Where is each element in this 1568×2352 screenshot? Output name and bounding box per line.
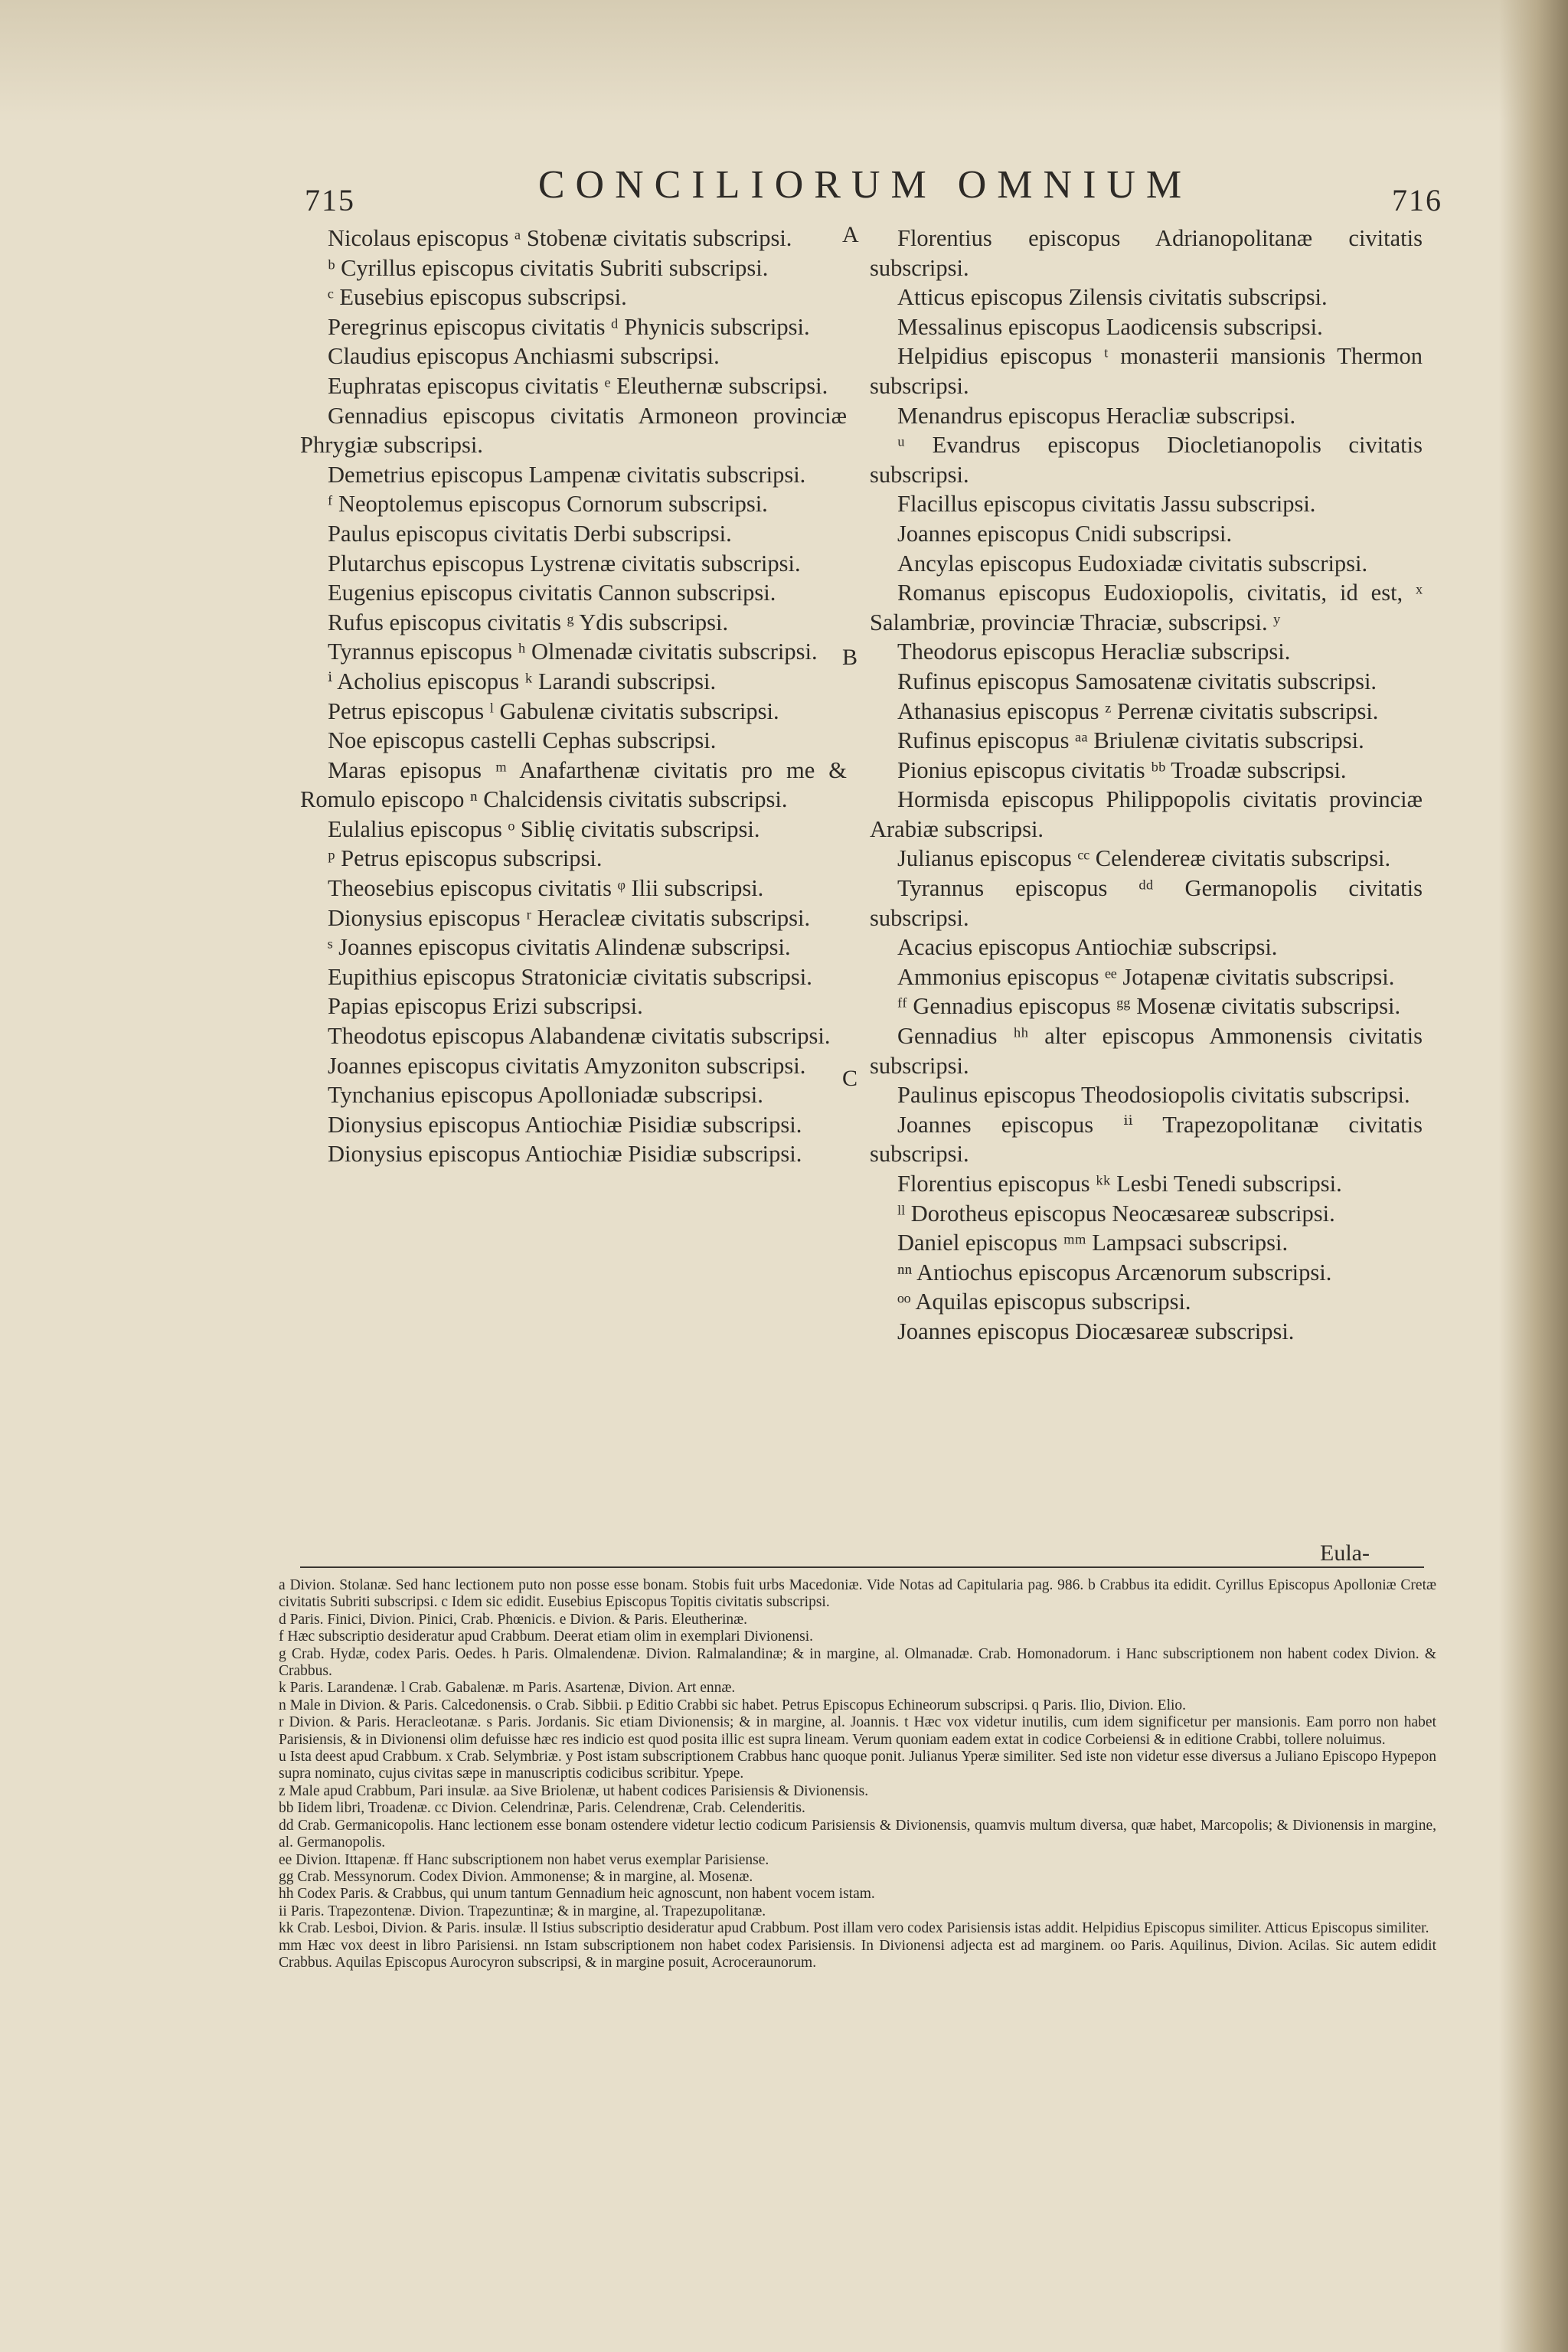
- footnote-line: n Male in Divion. & Paris. Calcedonensis. o Crab. Sibbii. p Editio Crabbi sic habet. Petrus Episcopus Echineorum subscripsi. q Paris. Ilio, Divion. Elio.: [279, 1697, 1187, 1713]
- subscription-entry: Gennadius episcopus civitatis Armoneon provinciæ Phrygiæ subscripsi.: [300, 402, 847, 459]
- subscription-entry: Petrus episcopus ˡ Gabulenæ civitatis subscripsi.: [328, 697, 779, 724]
- footnotes-block: [279, 1577, 1436, 1971]
- subscription-entry: Athanasius episcopus ᶻ Perrenæ civitatis subscripsi.: [897, 697, 1379, 724]
- subscription-entry: Ammonius episcopus ᵉᵉ Jotapenæ civitatis subscripsi.: [897, 963, 1395, 990]
- subscription-entry: Peregrinus episcopus civitatis ᵈ Phynicis subscripsi.: [328, 313, 810, 340]
- subscription-entry: ⁱ Acholius episcopus ᵏ Larandi subscripsi.: [328, 668, 717, 694]
- footnote-line: k Paris. Larandenæ. l Crab. Gabalenæ. m Paris. Asartenæ, Divion. Art ennæ.: [279, 1680, 736, 1697]
- page-edge-shadow: [1499, 0, 1568, 2352]
- subscription-entry: Maras episopus ᵐ Anafarthenæ civitatis pro me & Romulo episcopo ⁿ Chalcidensis civitatis subscripsi.: [300, 756, 847, 813]
- subscription-entry: ᶠᶠ Gennadius episcopus ᵍᵍ Mosenæ civitatis subscripsi.: [897, 993, 1401, 1020]
- subscription-entry: ˡˡ Dorotheus episcopus Neocæsareæ subscripsi.: [897, 1200, 1335, 1227]
- subscription-entry: Helpidius episcopus ᵗ monasterii mansionis Thermon subscripsi.: [870, 343, 1423, 399]
- margin-letter-c: C: [842, 1066, 858, 1091]
- subscription-entry: Daniel episcopus ᵐᵐ Lampsaci subscripsi.: [897, 1230, 1289, 1256]
- subscription-entry: ᵖ Petrus episcopus subscripsi.: [328, 845, 603, 872]
- subscription-entry: Hormisda episcopus Philippopolis civitatis provinciæ Arabiæ subscripsi.: [870, 786, 1423, 842]
- subscription-entry: Tyrannus episcopus ᵈᵈ Germanopolis civitatis subscripsi.: [870, 875, 1423, 931]
- footnote-line: mm Hæc vox deest in libro Parisiensi. nn Istam subscriptionem non habet codex Parisiensis. In Divionensi adjecta est ad marginem. oo Paris. Aquilinus, Divion. Acilas. Sic autem edidit Crabbus. Aquilas Episcopus Aurocyron subscripsi, & in margine posuit, Acroceraunorum.: [279, 1937, 1436, 1971]
- subscription-entry: Tyrannus episcopus ʰ Olmenadæ civitatis subscripsi.: [328, 639, 818, 665]
- footnote-line: kk Crab. Lesboi, Divion. & Paris. insulæ. ll Istius subscriptio desideratur apud Crabbum. Post illam vero codex Parisiensis istas addit. Helpidius Episcopus similiter. Atticus Episcopus similiter.: [279, 1920, 1429, 1937]
- subscription-entry: Dionysius episcopus Antiochiæ Pisidiæ subscripsi.: [328, 1141, 802, 1168]
- subscription-entry: Theodotus episcopus Alabandenæ civitatis subscripsi.: [328, 1023, 831, 1050]
- subscription-entry: Gennadius ʰʰ alter episcopus Ammonensis civitatis subscripsi.: [870, 1023, 1423, 1079]
- subscription-entry: Menandrus episcopus Heracliæ subscripsi.: [897, 402, 1296, 429]
- subscription-entry: ˢ Joannes episcopus civitatis Alindenæ subscripsi.: [328, 934, 791, 961]
- footnote-line: a Divion. Stolanæ. Sed hanc lectionem puto non posse esse bonam. Stobis fuit urbs Macedoniæ. Vide Notas ad Capitularia pag. 986. b Crabbus ita edidit. Cyrillus Episcopus Apolloniæ Cretæ civitatis Subriti subscripsi. c Idem sic edidit. Eusebius Episcopus Topitis civitatis subscripsi.: [279, 1577, 1436, 1611]
- right-page-number: 716: [1392, 183, 1442, 217]
- subscription-entry: Romanus episcopus Eudoxiopolis, civitatis, id est, ˣ Salambriæ, provinciæ Thraciæ, subscripsi. ʸ: [870, 580, 1423, 635]
- subscription-entry: Rufinus episcopus Samosatenæ civitatis subscripsi.: [897, 668, 1377, 694]
- footnote-line: ii Paris. Trapezontenæ. Divion. Trapezuntinæ; & in margine, al. Trapezupolitanæ.: [279, 1903, 766, 1919]
- subscription-entry: Eulalius episcopus ᵒ Siblię civitatis subscripsi.: [328, 815, 760, 842]
- footnote-line: dd Crab. Germanicopolis. Hanc lectionem esse bonam ostendere videtur lectio codicum Parisiensis & Divionensis, quamvis multum diversa, quæ habet, Marcopolis; & Divionensis in margine, al. Germanopolis.: [279, 1817, 1436, 1851]
- footnote-line: bb Iidem libri, Troadenæ. cc Divion. Celendrinæ, Paris. Celendrenæ, Crab. Celenderitis.: [279, 1800, 805, 1817]
- subscription-entry: Joannes episcopus civitatis Amyzoniton subscripsi.: [328, 1052, 806, 1079]
- continuation-word: Eula-: [1320, 1540, 1370, 1566]
- subscription-entry: Theodorus episcopus Heracliæ subscripsi.: [897, 639, 1291, 665]
- subscription-entry: Plutarchus episcopus Lystrenæ civitatis subscripsi.: [328, 550, 801, 577]
- running-head-title: CONCILIORUM OMNIUM: [537, 163, 1193, 207]
- subscription-entry: Papias episcopus Erizi subscripsi.: [328, 993, 643, 1020]
- footnote-line: hh Codex Paris. & Crabbus, qui unum tantum Gennadium heic agnoscunt, non habent vocem istam.: [279, 1886, 875, 1903]
- subscription-entry: ᵘ Evandrus episcopus Diocletianopolis civitatis subscripsi.: [870, 432, 1423, 488]
- left-page-number: 715: [305, 183, 355, 217]
- subscription-entry: Atticus episcopus Zilensis civitatis subscripsi.: [897, 284, 1328, 311]
- subscription-entry: Joannes episcopus Diocæsareæ subscripsi.: [897, 1318, 1295, 1344]
- subscription-entry: Rufus episcopus civitatis ᵍ Ydis subscripsi.: [328, 609, 729, 635]
- subscription-entry: Euphratas episcopus civitatis ᵉ Eleuthernæ subscripsi.: [328, 372, 828, 399]
- left-text-column: [300, 224, 847, 1169]
- subscription-entry: Pionius episcopus civitatis ᵇᵇ Troadæ subscripsi.: [897, 756, 1347, 783]
- subscription-entry: Florentius episcopus Adrianopolitanæ civitatis subscripsi.: [870, 225, 1423, 281]
- subscription-entry: ᵒᵒ Aquilas episcopus subscripsi.: [897, 1289, 1191, 1315]
- footnote-line: f Hæc subscriptio desideratur apud Crabbum. Deerat etiam olim in exemplari Divionensi.: [279, 1628, 814, 1645]
- right-text-column: [870, 224, 1423, 1347]
- footnote-line: d Paris. Finici, Divion. Pinici, Crab. Phœnicis. e Divion. & Paris. Eleutherinæ.: [279, 1611, 748, 1628]
- page-top-shadow: [0, 0, 1568, 122]
- subscription-entry: ᶠ Neoptolemus episcopus Cornorum subscripsi.: [328, 491, 768, 518]
- subscription-entry: Eupithius episcopus Stratoniciæ civitatis subscripsi.: [328, 963, 812, 990]
- subscription-entry: Messalinus episcopus Laodicensis subscripsi.: [897, 313, 1323, 340]
- subscription-entry: Flacillus episcopus civitatis Jassu subscripsi.: [897, 491, 1316, 518]
- subscription-entry: Acacius episcopus Antiochiæ subscripsi.: [897, 934, 1278, 961]
- subscription-entry: Eugenius episcopus civitatis Cannon subscripsi.: [328, 580, 776, 606]
- subscription-entry: Julianus episcopus ᶜᶜ Celendereæ civitatis subscripsi.: [897, 845, 1391, 872]
- margin-letter-a: A: [842, 222, 859, 247]
- subscription-entry: ᵇ Cyrillus episcopus civitatis Subriti subscripsi.: [328, 254, 769, 281]
- subscription-entry: Rufinus episcopus ᵃᵃ Briulenæ civitatis subscripsi.: [897, 727, 1364, 754]
- subscription-entry: Nicolaus episcopus ᵃ Stobenæ civitatis subscripsi.: [328, 225, 792, 251]
- footnote-line: z Male apud Crabbum, Pari insulæ. aa Sive Briolenæ, ut habent codices Parisiensis & Divionensis.: [279, 1782, 869, 1799]
- footnote-line: gg Crab. Messynorum. Codex Divion. Ammonense; & in margine, al. Mosenæ.: [279, 1868, 753, 1885]
- subscription-entry: Dionysius episcopus ʳ Heracleæ civitatis subscripsi.: [328, 904, 811, 931]
- footnote-line: u Ista deest apud Crabbum. x Crab. Selymbriæ. y Post istam subscriptionem Crabbus hanc quoque ponit. Julianus Yperæ similiter. Sed iste non videtur esse diversus a Juliano Episcopo Hypepon supra nominato, cujus civitas sæpe in manuscriptis codicibus scribitur. Ypepe.: [279, 1749, 1436, 1782]
- subscription-entry: Joannes episcopus ⁱⁱ Trapezopolitanæ civitatis subscripsi.: [870, 1111, 1423, 1168]
- subscription-entry: Claudius episcopus Anchiasmi subscripsi.: [328, 343, 720, 370]
- subscription-entry: Noe episcopus castelli Cephas subscripsi.: [328, 727, 717, 754]
- margin-letter-b: B: [842, 645, 858, 670]
- subscription-entry: Ancylas episcopus Eudoxiadæ civitatis subscripsi.: [897, 550, 1368, 577]
- footnote-line: r Divion. & Paris. Heracleotanæ. s Paris. Jordanis. Sic etiam Divionensis; & in margine, al. Joannis. t Hæc vox videtur inutilis, cum idem significetur per mansionis. Eam porro non habet Parisiensis, & in Divionensi olim defuisse hæc res indicio est quod posita illic est supra lineam. Verum quoniam eadem extat in codice Corbeiensi & in editione Crabbi, tollere noluimus.: [279, 1714, 1436, 1748]
- subscription-entry: Joannes episcopus Cnidi subscripsi.: [897, 520, 1233, 547]
- subscription-entry: Dionysius episcopus Antiochiæ Pisidiæ subscripsi.: [328, 1111, 802, 1138]
- subscription-entry: Paulinus episcopus Theodosiopolis civitatis subscripsi.: [897, 1082, 1410, 1109]
- footnote-line: ee Divion. Ittapenæ. ff Hanc subscriptionem non habet verus exemplar Parisiense.: [279, 1851, 769, 1868]
- subscription-entry: Theosebius episcopus civitatis ᵠ Ilii subscripsi.: [328, 875, 764, 902]
- footnote-line: g Crab. Hydæ, codex Paris. Oedes. h Paris. Olmalendenæ. Divion. Ralmalandinæ; & in margine, al. Olmanadæ. Crab. Homonadorum. i Hanc subscriptionem non habent codex Divion. & Crabbus.: [279, 1645, 1436, 1680]
- subscription-entry: ᶜ Eusebius episcopus subscripsi.: [328, 284, 627, 311]
- subscription-entry: Demetrius episcopus Lampenæ civitatis subscripsi.: [328, 461, 806, 488]
- footnote-rule: [300, 1566, 1424, 1568]
- subscription-entry: Florentius episcopus ᵏᵏ Lesbi Tenedi subscripsi.: [897, 1171, 1342, 1197]
- subscription-entry: Paulus episcopus civitatis Derbi subscripsi.: [328, 520, 732, 547]
- subscription-entry: Tynchanius episcopus Apolloniadæ subscripsi.: [328, 1082, 763, 1109]
- subscription-entry: ⁿⁿ Antiochus episcopus Arcænorum subscripsi.: [897, 1259, 1332, 1285]
